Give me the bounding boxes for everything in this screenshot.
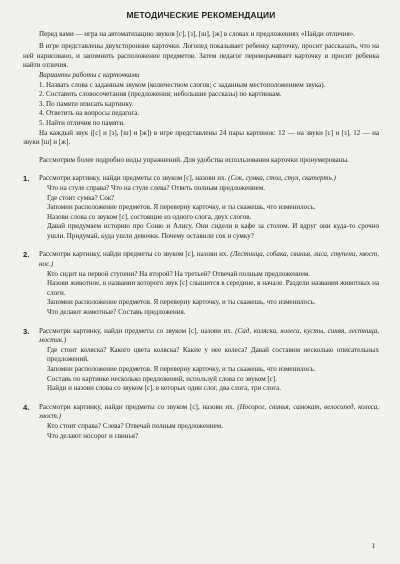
- exercise-1: [23, 174, 379, 241]
- exercise-task-text: Рассмотри картинку, найди предметы со звуком [с], назови их.: [39, 250, 231, 259]
- exercise-words: (Сад, коляска, колеса, кусты, синяя, лестница, мостик.): [39, 326, 379, 345]
- variant-item-4: 4. Ответить на вопросы педагога.: [39, 109, 140, 118]
- exercise-3: [23, 327, 379, 394]
- variants-heading: Варианты работы с карточками: [39, 70, 140, 79]
- variant-item-1: 1. Назвать слова с заданным звуком (количеством слогов; с заданным местоположением звука).: [39, 80, 326, 89]
- exercise-task-text: Рассмотри картинку, найди предметы со звуком [с], назови их.: [39, 326, 236, 335]
- exercise-line: Что делают носорог и свинья?: [47, 431, 139, 440]
- exercise-words: (Сок, сумка, стол, стул, скатерть.): [228, 174, 336, 183]
- exercise-task: [39, 403, 379, 422]
- exercise-line: Запомни расположение предметов. Я переверну карточку, и ты скажешь, что изменилось.: [47, 298, 316, 307]
- exercise-task-text: Рассмотри картинку, найди предметы со звуком [с], назови их.: [39, 174, 229, 183]
- exercise-number: 3.: [23, 326, 30, 336]
- exercise-line: Что делают животные? Составь предложения.: [47, 308, 186, 317]
- exercise-2: [23, 250, 379, 317]
- exercise-line: Составь по картинке несколько предложений, используй слова со звуком [с].: [47, 374, 277, 383]
- exercise-line: Назови слова со звуком [с], состоящие из одного слога, двух слогов.: [47, 212, 252, 221]
- exercise-number: 2.: [23, 250, 30, 260]
- exercise-line: Кто сидит на первой ступени? На второй? На третьей? Отвечай полным предложением.: [47, 269, 311, 278]
- exercise-line: Где стоит коляска? Какого цвета коляска? Какие у нее колеса? Давай составим несколько описательных предложений.: [47, 345, 379, 364]
- exercise-line: Назови животное, в названии которого звук [с] слышится в середине, в начале. Раздели названия животных на слоги.: [47, 279, 379, 297]
- exercise-line: Давай придумаем историю про Соню и Алису. Они сидели в кафе за столом. И вдруг они куда-то срочно ушли. Придумай, куда ушли девочки. Почему оставили сок и сумку?: [47, 222, 379, 240]
- exercise-words: (Носорог, свинья, самокат, велосипед, колеса, хвост.): [39, 402, 379, 421]
- exercise-task-text: Рассмотри картинку, найди предметы со звуком [с], назови их.: [39, 402, 238, 411]
- intro-paragraph-2: В игре представлены двухсторонние карточки. Логопед показывает ребенку карточку, просит рассказать, что на ней нарисовано, и запомнить расположение предметов. Затем педагог переворачивает карточку и просит ребенка найти отличия.: [23, 42, 379, 70]
- exercise-line: Запомни расположение предметов. Я переверну карточку, и ты скажешь, что изменилось.: [47, 365, 316, 373]
- variant-item-3: 3. По памяти описать картинку.: [39, 99, 134, 108]
- variant-item-5: 5. Найти отличия по памяти.: [39, 118, 125, 127]
- exercise-line: Запомни расположение предметов. Я переверну карточку, и ты скажешь, что изменилось.: [47, 203, 316, 212]
- numbering-note: Рассмотрим более подробно виды упражнений. Для удобства использования карточки пронумерованы.: [39, 155, 349, 164]
- exercise-line: Что на стуле справа? Что на стуле слева? Ответь полным предложением.: [47, 183, 265, 192]
- exercise-task: [39, 250, 379, 269]
- exercise-line: Где стоит сумка? Сок?: [47, 193, 115, 202]
- exercise-4: [23, 403, 379, 441]
- exercise-number: 1.: [23, 174, 30, 184]
- intro-paragraph-1: Перед вами — игра на автоматизацию звуков [с], [з], [ш], [ж] в словах и предложениях «Найди отличия».: [39, 29, 356, 38]
- pairs-note: На каждый звук ([с] и [з], [ш] и [ж]) в игре представлены 24 пары картинок: 12 — на звуки [с] и [з], 12 — на звуки [ш] и [ж].: [23, 128, 379, 147]
- exercise-task: [39, 174, 379, 184]
- exercise-words: (Лестница, собака, свинья, лиса, ступени, хвост, нос.): [39, 250, 379, 269]
- exercise-line: Найди и назови слова со звуком [с], в которых один слог, два слога, три слога.: [47, 384, 282, 393]
- page-title: МЕТОДИЧЕСКИЕ РЕКОМЕНДАЦИИ: [126, 10, 276, 20]
- exercise-number: 4.: [23, 402, 30, 412]
- exercise-line: Кто стоит справа? Слева? Отвечай полным предложением.: [47, 421, 223, 430]
- variant-item-2: 2. Составить словосочетания (предложения; небольшие рассказы) по картинкам.: [39, 90, 282, 99]
- page-number: 1: [371, 542, 375, 551]
- exercise-task: [39, 327, 379, 346]
